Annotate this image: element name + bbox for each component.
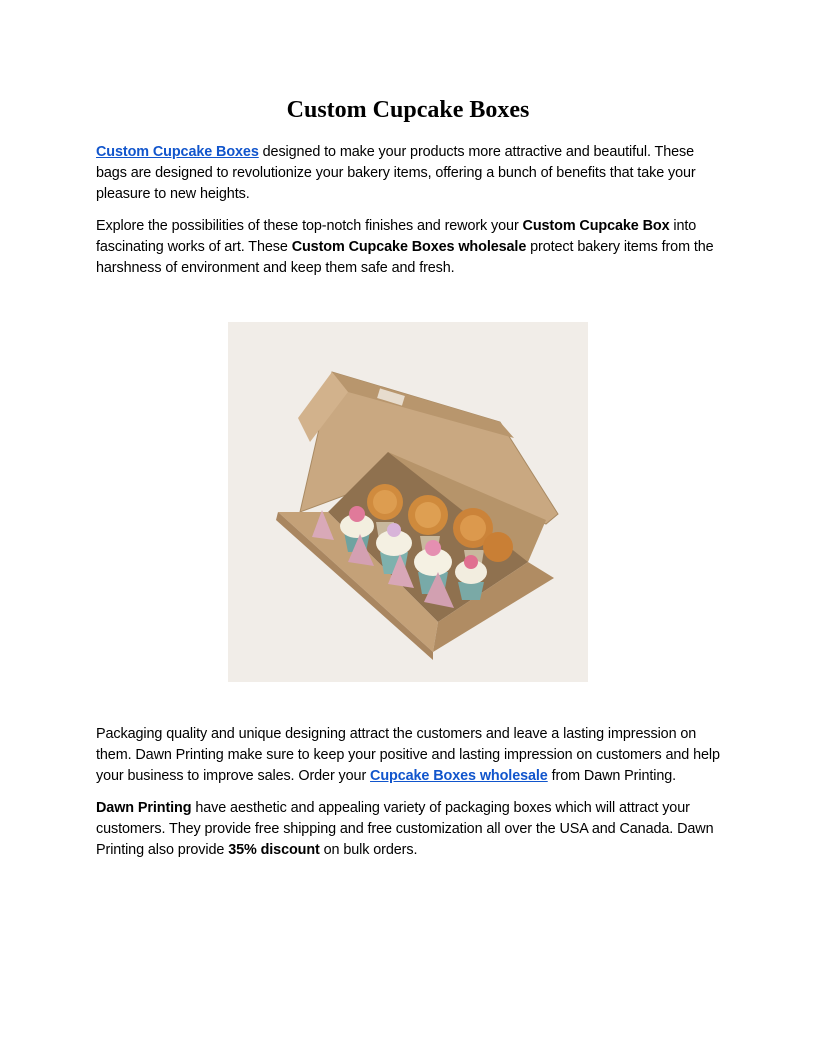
- quality-paragraph: [96, 724, 722, 787]
- quality-text-2: from Dawn Printing.: [547, 768, 677, 784]
- wholesale-bold: Custom Cupcake Boxes wholesale: [291, 239, 527, 255]
- explore-text-3: protect bakery items from the harshness of environment and keep them safe and fresh.: [96, 239, 714, 276]
- cupcake-box-illustration: [228, 322, 588, 682]
- intro-text: designed to make your products more attractive and beautiful. These bags are designed to revolutionize your bakery items, offering a bunch of benefits that take your pleasure to new heights.: [96, 144, 696, 202]
- custom-cupcake-boxes-link[interactable]: Custom Cupcake Boxes: [96, 144, 259, 160]
- dawn-printing-bold: Dawn Printing: [96, 800, 192, 816]
- explore-text-2: into fascinating works of art. These: [96, 218, 697, 255]
- cupcake-box-image: [228, 322, 588, 682]
- custom-cupcake-box-bold: Custom Cupcake Box: [522, 218, 670, 234]
- explore-paragraph: [96, 216, 722, 279]
- page-title: Custom Cupcake Boxes: [286, 97, 530, 123]
- discount-bold: 35% discount: [228, 842, 320, 858]
- dawn-text-1: have aesthetic and appealing variety of packaging boxes which will attract your customers. They provide free shipping and free customization all over the USA and Canada. Dawn Printing also provide: [96, 800, 714, 858]
- intro-paragraph: [96, 142, 722, 205]
- quality-text-1: Packaging quality and unique designing attract the customers and leave a lasting impression on them. Dawn Printing make sure to keep your positive and lasting impression on customers and help your business to improve sales. Order your: [96, 726, 720, 784]
- explore-text-1: Explore the possibilities of these top-notch finishes and rework your: [96, 218, 523, 234]
- cupcake-boxes-wholesale-link[interactable]: Cupcake Boxes wholesale: [370, 768, 548, 784]
- dawn-text-2: on bulk orders.: [319, 842, 418, 858]
- dawn-printing-paragraph: [96, 798, 722, 861]
